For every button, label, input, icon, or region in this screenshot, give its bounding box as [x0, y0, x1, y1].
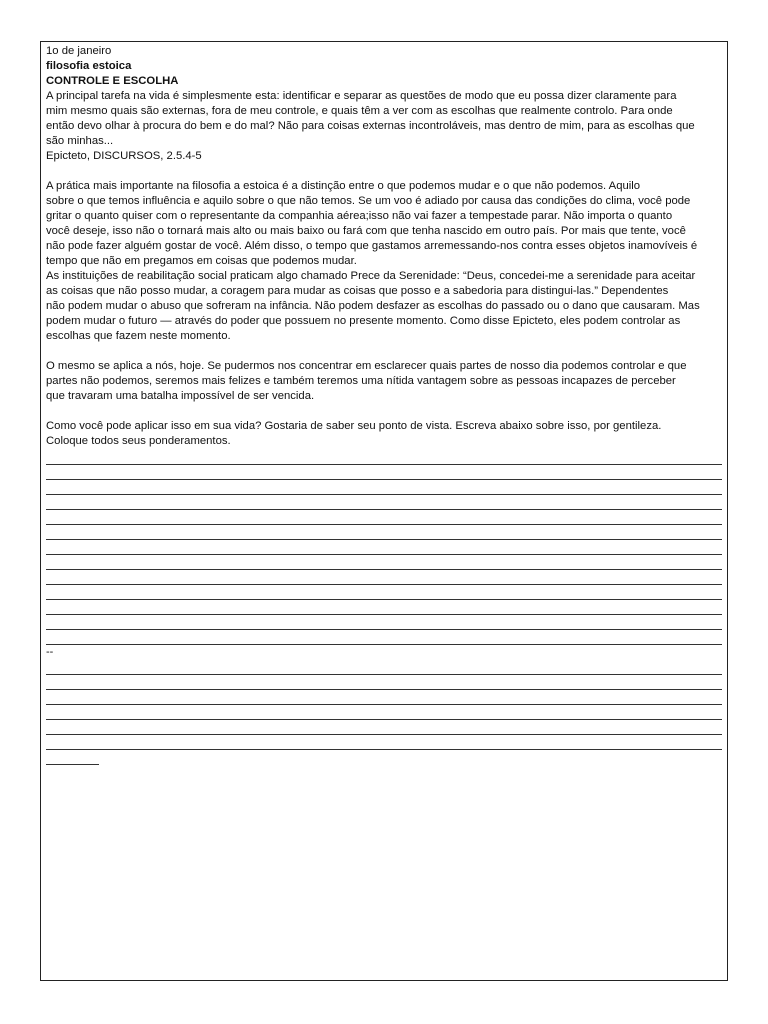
answer-line[interactable] — [46, 600, 722, 615]
answer-line[interactable] — [46, 735, 722, 750]
worksheet-frame — [40, 41, 728, 981]
paragraph-line: gritar o quanto quiser com o representante da companhia aérea;isso não vai fazer a tempestade parar. Não importa o quanto — [46, 210, 673, 222]
answer-line[interactable] — [46, 480, 722, 495]
entry-date: 1o de janeiro — [46, 45, 112, 57]
quote-line: então devo olhar à procura do bem e do mal? Não para coisas externas incontroláveis, mas dentro de mim, para as escolhas que — [46, 120, 695, 132]
paragraph-line: O mesmo se aplica a nós, hoje. Se pudermos nos concentrar em esclarecer quais partes de nosso dia podemos controlar e que — [46, 360, 687, 372]
quote-line: são minhas... — [46, 135, 114, 147]
citation: Epicteto, DISCURSOS, 2.5.4-5 — [46, 150, 202, 162]
paragraph-line: não pode fazer alguém gostar de você. Além disso, o tempo que gastamos arremessando-nos contra esses objetos inamovíveis é — [46, 240, 698, 252]
answer-line[interactable] — [46, 465, 722, 480]
paragraph-2 — [46, 359, 722, 404]
paragraph-line: tempo que não em pregamos em coisas que podemos mudar. — [46, 255, 357, 267]
prompt-line: Como você pode aplicar isso em sua vida? Gostaria de saber seu ponto de vista. Escreva abaixo sobre isso, por gentileza. — [46, 420, 662, 432]
line-separator: -- — [46, 646, 54, 658]
paragraph-line: escolhas que fazem neste momento. — [46, 330, 231, 342]
paragraph-line: sobre o que temos influência e aquilo sobre o que não temos. Se um voo é adiado por causa das condições do clima, você pode — [46, 195, 691, 207]
answer-line[interactable] — [46, 510, 722, 525]
quote-line: A principal tarefa na vida é simplesmente esta: identificar e separar as questões de modo que eu possa dizer claramente para — [46, 90, 677, 102]
paragraph-line: podem mudar o futuro — através do poder que possuem no presente momento. Como disse Epicteto, eles podem controlar as — [46, 315, 681, 327]
answer-line[interactable] — [46, 615, 722, 630]
answer-line[interactable] — [46, 630, 722, 645]
answer-line-end[interactable] — [46, 750, 99, 765]
answer-line[interactable] — [46, 675, 722, 690]
entry-subject: filosofia estoica — [46, 60, 132, 72]
answer-line[interactable] — [46, 495, 722, 510]
paragraph-line: você deseje, isso não o tornará mais alto ou mais baixo ou fará com que tenha nascido em outro país. Por mais que tente, você — [46, 225, 686, 237]
paragraph-line: que travaram uma batalha impossível de ser vencida. — [46, 390, 315, 402]
answer-line[interactable] — [46, 705, 722, 720]
answer-line[interactable] — [46, 570, 722, 585]
writing-prompt — [46, 419, 722, 449]
quote-block — [46, 89, 722, 149]
answer-line[interactable] — [46, 585, 722, 600]
paragraph-1 — [46, 179, 722, 344]
answer-line[interactable] — [46, 660, 722, 675]
paragraph-line: partes não podemos, seremos mais felizes e também teremos uma nítida vantagem sobre as pessoas incapazes de perceber — [46, 375, 676, 387]
prompt-line: Coloque todos seus ponderamentos. — [46, 435, 231, 447]
paragraph-line: A prática mais importante na filosofia a estoica é a distinção entre o que podemos mudar e o que não podemos. Aquilo — [46, 180, 641, 192]
paragraph-line: não podem mudar o abuso que sofreram na infância. Não podem desfazer as escolhas do passado ou o dano que causaram. Mas — [46, 300, 700, 312]
answer-line[interactable] — [46, 720, 722, 735]
paragraph-line: As instituições de reabilitação social praticam algo chamado Prece da Serenidade: “Deus, concedei-me a serenidade para aceitar — [46, 270, 696, 282]
paragraph-line: as coisas que não posso mudar, a coragem para mudar as coisas que posso e a sabedoria para distingui-las.” Dependentes — [46, 285, 669, 297]
answer-line[interactable] — [46, 690, 722, 705]
entry-heading: CONTROLE E ESCOLHA — [46, 75, 179, 87]
answer-line[interactable] — [46, 540, 722, 555]
answer-line[interactable] — [46, 525, 722, 540]
answer-line[interactable] — [46, 555, 722, 570]
quote-line: mim mesmo quais são externas, fora de meu controle, e quais têm a ver com as escolhas que realmente controlo. Para onde — [46, 105, 673, 117]
answer-area[interactable] — [46, 450, 722, 765]
worksheet-content — [46, 44, 722, 449]
answer-line[interactable] — [46, 450, 722, 465]
